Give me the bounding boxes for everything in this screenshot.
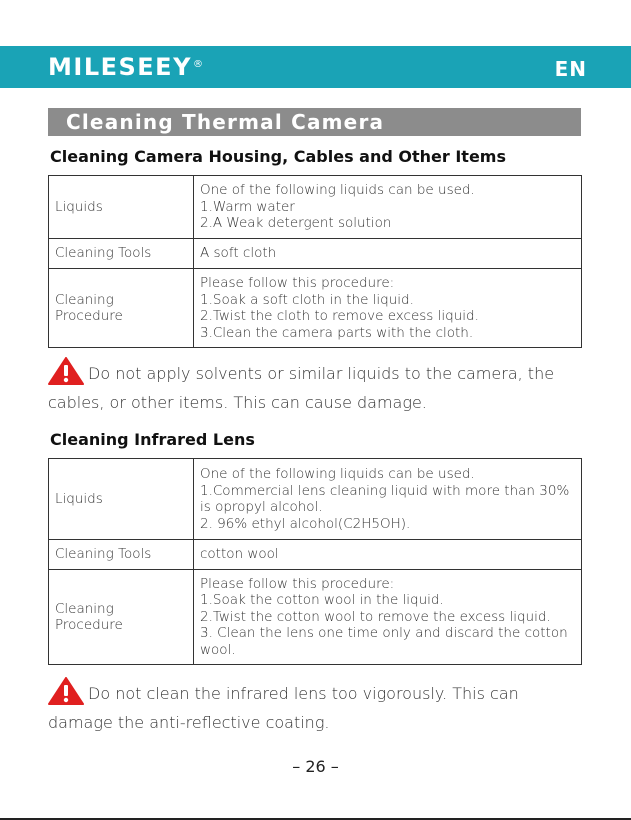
language-label: EN bbox=[554, 57, 587, 81]
lens-heading: Cleaning Infrared Lens bbox=[50, 430, 255, 449]
section-title-bar bbox=[48, 108, 581, 136]
header-bar bbox=[0, 46, 631, 88]
section-title: Cleaning Thermal Camera bbox=[66, 110, 385, 134]
table-row bbox=[49, 570, 582, 665]
table-row bbox=[49, 239, 582, 269]
row-value: A soft cloth bbox=[194, 239, 582, 269]
warning-icon bbox=[48, 677, 84, 705]
row-value: One of the following liquids can be used. 1.Commercial lens cleaning liquid with more than 30% is opropyl alcohol. 2. 96% ethyl alcohol(C2H5OH). bbox=[194, 459, 582, 540]
housing-warning: Do not apply solvents or similar liquids to the camera, the cables, or other items. This can cause damage. bbox=[48, 357, 588, 417]
table-row bbox=[49, 540, 582, 570]
table-row bbox=[49, 176, 582, 239]
row-value: Please follow this procedure: 1.Soak the cotton wool in the liquid. 2.Twist the cotton wool to remove the excess liquid. 3. Clean the lens one time only and discard the cotton wool. bbox=[194, 570, 582, 665]
housing-table bbox=[48, 175, 582, 348]
table-row bbox=[49, 459, 582, 540]
row-value: One of the following liquids can be used. 1.Warm water 2.A Weak detergent solution bbox=[194, 176, 582, 239]
row-key: Cleaning Tools bbox=[49, 540, 194, 570]
brand-logo: MILESEEY® bbox=[48, 53, 205, 81]
row-key: Liquids bbox=[49, 176, 194, 239]
warning-icon bbox=[48, 357, 84, 385]
row-value: Please follow this procedure: 1.Soak a soft cloth in the liquid. 2.Twist the cloth to remove excess liquid. 3.Clean the camera parts with the cloth. bbox=[194, 269, 582, 348]
row-key: Cleaning Procedure bbox=[49, 269, 194, 348]
table-row bbox=[49, 269, 582, 348]
page-number: – 26 – bbox=[292, 757, 339, 776]
row-key: Cleaning Procedure bbox=[49, 570, 194, 665]
housing-heading: Cleaning Camera Housing, Cables and Other Items bbox=[50, 147, 506, 166]
row-key: Cleaning Tools bbox=[49, 239, 194, 269]
lens-table bbox=[48, 458, 582, 665]
row-key: Liquids bbox=[49, 459, 194, 540]
lens-warning: Do not clean the infrared lens too vigorously. This can damage the anti-reflective coating. bbox=[48, 677, 588, 737]
row-value: cotton wool bbox=[194, 540, 582, 570]
